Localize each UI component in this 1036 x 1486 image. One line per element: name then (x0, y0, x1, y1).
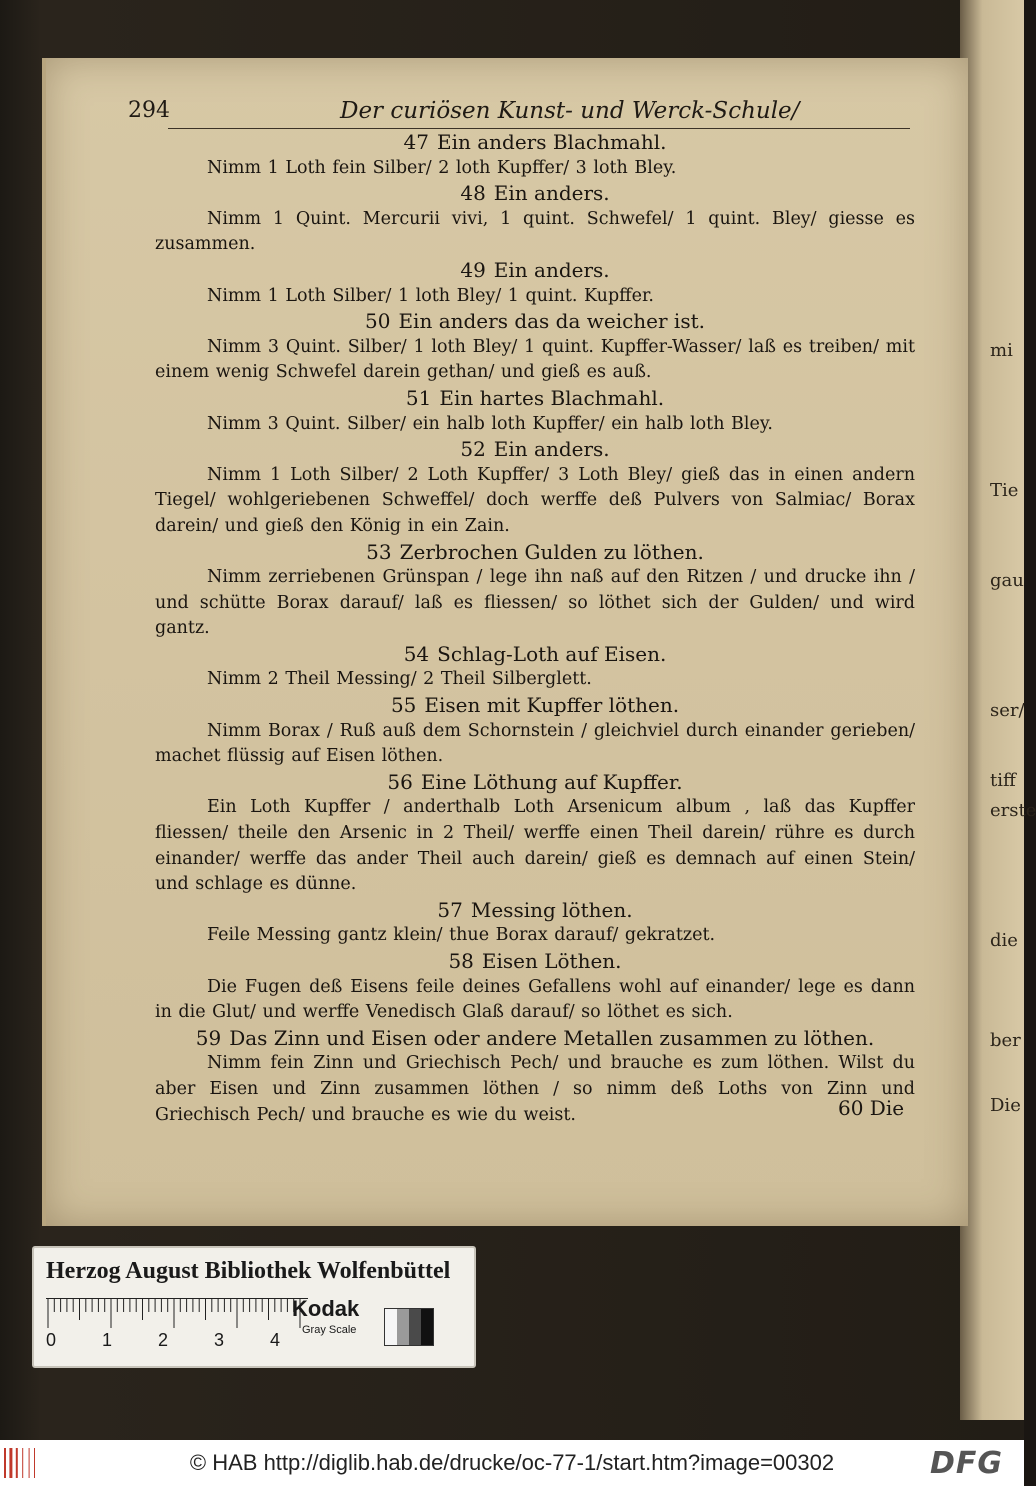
section-heading (155, 437, 915, 463)
section-number: 57 (437, 897, 463, 922)
section-number: 53 (366, 539, 392, 564)
section-text: Nimm 2 Theil Messing/ 2 Theil Silberglett. (207, 669, 592, 690)
facing-page-fragment: tiff (990, 770, 1016, 791)
catchword: 60 Die (838, 1096, 905, 1120)
section-number: 59 (195, 1025, 222, 1050)
section-title: Zerbrochen Gulden zu löthen. (399, 539, 704, 564)
section-text: Die Fugen deß Eisens feile deines Gefallens wohl auf einander/ lege es dann in die Glut/ und werffe Venedisch Glaß darauf/ so löthet es sich. (155, 976, 915, 1023)
section-heading (155, 309, 915, 335)
gray-scale-patches (384, 1308, 434, 1346)
section-text: Nimm 1 Loth Silber/ 1 loth Bley/ 1 quint. Kupffer. (207, 285, 654, 306)
section-text: Nimm 3 Quint. Silber/ ein halb loth Kupffer/ ein halb loth Bley. (207, 413, 773, 434)
section-text: Nimm 1 Loth Silber/ 2 Loth Kupffer/ 3 Loth Bley/ gieß das in einen andern Tiegel/ wohlgeriebenen Schweffel/ doch werffe deß Pulvers von Salmiac/ Borax darein/ und gieß den König in ein Zain. (155, 464, 915, 536)
section-heading (155, 949, 915, 975)
section-title: Das Zinn und Eisen oder andere Metallen zusammen zu löthen. (229, 1025, 875, 1050)
gray-patch (409, 1309, 421, 1345)
kodak-subtitle: Gray Scale (302, 1324, 357, 1336)
section-title: Ein anders. (493, 257, 610, 282)
section-title: Eine Löthung auf Kupffer. (420, 769, 683, 794)
ruler-label: 1 (102, 1330, 113, 1350)
section-heading (155, 258, 915, 284)
ruler-label: 2 (158, 1330, 169, 1350)
section-number: 49 (460, 257, 486, 282)
library-title: Herzog August Bibliothek Wolfenbüttel (46, 1258, 451, 1284)
section-number: 50 (365, 309, 391, 334)
section-title: Ein hartes Blachmahl. (439, 385, 665, 410)
section-heading (155, 130, 915, 156)
gray-patch (421, 1309, 433, 1345)
section-heading (155, 898, 915, 924)
ruler-label: 3 (214, 1330, 225, 1350)
section-number: 51 (405, 385, 432, 410)
section-number: 48 (460, 181, 486, 206)
facing-page-fragment: Tie (990, 480, 1019, 501)
facing-page-fragment: erste (990, 800, 1036, 821)
section-number: 54 (403, 641, 430, 666)
facing-page-fragment: Die (990, 1095, 1021, 1116)
gray-patch (397, 1309, 409, 1345)
section-heading (155, 386, 915, 412)
section-heading (155, 770, 915, 796)
footer-bar (0, 1440, 1024, 1486)
section-title: Eisen mit Kupffer löthen. (424, 693, 680, 718)
section-heading (155, 642, 915, 668)
section-title: Ein anders Blachmahl. (436, 130, 667, 154)
section-title: Ein anders das da weicher ist. (398, 309, 705, 334)
facing-page-fragment: mi (990, 340, 1013, 361)
facing-page-fragment: ser/ (990, 700, 1025, 721)
section-heading (155, 181, 915, 207)
section-number: 47 (403, 130, 429, 154)
section-text: Nimm fein Zinn und Griechisch Pech/ und brauche es zum löthen. Wilst du aber Eisen und Zinn zusammen löthen / so nimm deß Loths von Zinn und Griechisch Pech/ und brauche es wie du weist. (155, 1053, 915, 1125)
facing-page-fragment: gau (990, 570, 1024, 591)
section-title: Eisen Löthen. (481, 949, 622, 973)
ruler-label: 4 (270, 1330, 281, 1350)
facing-page-fragment: ber (990, 1030, 1021, 1051)
section-number: 56 (387, 769, 413, 794)
section-heading (155, 1026, 915, 1052)
text-block (155, 130, 915, 1128)
facing-page-edge (960, 0, 1036, 1420)
section-number: 52 (460, 437, 486, 462)
section-title: Ein anders. (493, 181, 610, 206)
measurement-ruler (46, 1298, 308, 1328)
page-number: 294 (128, 98, 170, 123)
section-number: 58 (448, 949, 474, 973)
color-target-card (32, 1246, 476, 1368)
copyright-url[interactable]: © HAB http://diglib.hab.de/drucke/oc-77-1/start.htm?image=00302 (189, 1450, 835, 1475)
section-number: 55 (390, 693, 417, 718)
section-text: Nimm zerriebenen Grünspan / lege ihn naß auf den Ritzen / und drucke ihn / und schütte Borax darauf/ laß es fliessen/ so löthet sich der Gulden/ und wird gantz. (155, 567, 915, 639)
head-rule (168, 128, 910, 129)
section-text: Nimm 3 Quint. Silber/ 1 loth Bley/ 1 quint. Kupffer-Wasser/ laß es treiben/ mit einem wenig Schwefel darein gethan/ und gieß es auß. (155, 336, 915, 383)
ruler-labels (46, 1330, 308, 1352)
section-heading (155, 540, 915, 566)
section-text: Nimm Borax / Ruß auß dem Schornstein / gleichviel durch einander gerieben/ machet flüssig auf Eisen löthen. (155, 720, 915, 767)
section-text: Nimm 1 Quint. Mercurii vivi, 1 quint. Schwefel/ 1 quint. Bley/ giesse es zusammen. (155, 208, 915, 255)
section-heading (155, 693, 915, 719)
section-title: Ein anders. (493, 437, 610, 462)
section-text: Feile Messing gantz klein/ thue Borax darauf/ gekratzet. (207, 925, 716, 946)
gray-patch (385, 1309, 397, 1345)
section-text: Ein Loth Kupffer / anderthalb Loth Arsenicum album , laß das Kupffer fliessen/ theile den Arsenic in 2 Theil/ werffe einen Theil darein/ rühre es durch einander/ werffe das ander Theil auch darein/ gieß es demnach auf einen Stein/ und schlage es dünne. (155, 797, 915, 895)
ruler-label: 0 (46, 1330, 57, 1350)
kodak-logo: Kodak (292, 1296, 360, 1321)
running-head: Der curiösen Kunst- und Werck-Schule/ (340, 98, 800, 124)
dfg-logo: DFG (930, 1446, 1004, 1481)
section-title: Messing löthen. (470, 897, 633, 922)
facing-page-fragment: die (990, 930, 1018, 951)
section-text: Nimm 1 Loth fein Silber/ 2 loth Kupffer/ 3 loth Bley. (207, 157, 677, 178)
section-title: Schlag-Loth auf Eisen. (437, 641, 667, 666)
